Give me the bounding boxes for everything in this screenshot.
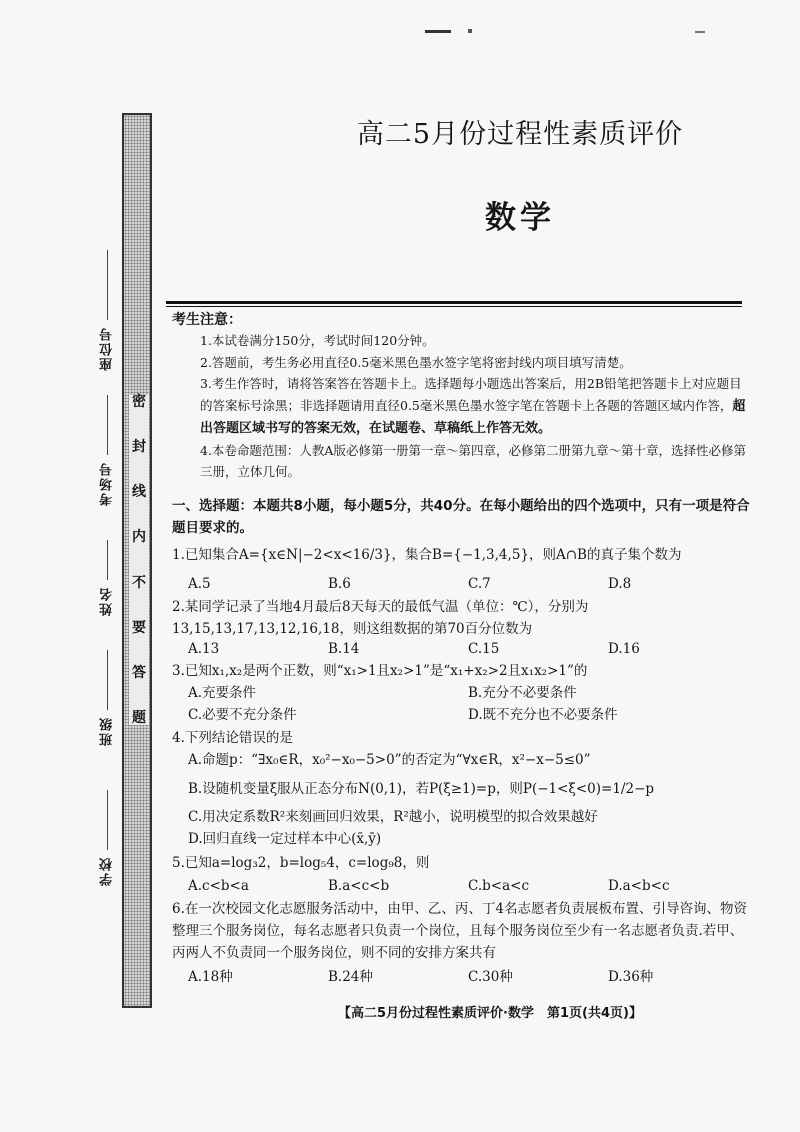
option[interactable]: D.回归直线一定过样本中心(x̄,ȳ) [188, 831, 382, 847]
question-4: 4.下列结论错误的是 [172, 730, 293, 746]
scan-mark [468, 29, 472, 33]
seal-char: 要 [132, 619, 146, 636]
exam-room-label: 考场号 [100, 461, 115, 506]
exam-title: 高二5月份过程性素质评价 [356, 119, 684, 150]
exam-subject: 数学 [485, 200, 555, 236]
option[interactable]: B.6 [328, 576, 351, 592]
notice-item: 4.本卷命题范围：人教A版必修第一册第一章～第四章，必修第二册第九章～第十章，选择性必修第三册，立体几何。 [200, 442, 746, 479]
seal-char: 题 [132, 709, 146, 726]
option[interactable]: A.命题p：“∃x₀∈R，x₀²−x₀−5>0”的否定为“∀x∈R，x²−x−5≤0” [188, 752, 591, 768]
fill-line [107, 650, 108, 710]
fill-line [107, 790, 108, 850]
option[interactable]: B.a<c<b [328, 878, 390, 894]
seal-char: 答 [132, 664, 146, 681]
option[interactable]: C.必要不充分条件 [188, 707, 297, 723]
notice-item [200, 373, 752, 440]
notice-item: 2.答题前，考生务必用直径0.5毫米黑色墨水签字笔将密封线内项目填写清楚。 [200, 354, 632, 370]
fill-line [107, 540, 108, 580]
seal-char: 内 [132, 529, 146, 546]
page-footer: 【高二5月份过程性素质评价·数学 第1页(共4页)】 [338, 1006, 642, 1021]
school-label: 学校 [100, 856, 115, 886]
option[interactable]: A.18种 [188, 969, 233, 985]
seat-number-label: 座位号 [100, 326, 115, 371]
question-1-options [188, 573, 748, 595]
seat-number-field[interactable] [98, 250, 117, 371]
seal-line-text [129, 395, 149, 725]
question-2: 2.某同学记录了当地4月最后8天每天的最低气温（单位：℃），分别为13,15,13,17,13,12,16,18，则这组数据的第70百分位数为 [172, 599, 589, 637]
divider [166, 306, 742, 307]
notice-item: 1.本试卷满分150分，考试时间120分钟。 [200, 333, 435, 348]
exam-room-field[interactable] [98, 395, 117, 506]
option[interactable]: D.8 [608, 576, 632, 592]
notice-list [200, 330, 752, 483]
scan-mark [695, 31, 705, 33]
question-3-options [188, 682, 748, 726]
notice-emphasis: 超出答题区域书写的答案无效，在试题卷、草稿纸上作答无效。 [200, 398, 746, 436]
name-label: 姓名 [100, 586, 115, 616]
scan-mark [425, 30, 451, 33]
notice-item-text: 3.考生作答时，请将答案答在答题卡上。选择题每小题选出答案后，用2B铅笔把答题卡上对应题目的答案标号涂黑；非选择题请用直径0.5毫米黑色墨水签字笔在答题卡上各题的答题区域内作答， [200, 376, 742, 413]
school-field[interactable] [98, 790, 117, 886]
option[interactable]: D.既不充分也不必要条件 [468, 707, 618, 723]
binding-line [150, 113, 152, 1008]
seal-char: 线 [132, 484, 146, 501]
notice-heading: 考生注意： [172, 312, 242, 328]
option[interactable]: A.充要条件 [188, 685, 257, 701]
option[interactable]: B.充分不必要条件 [468, 685, 577, 701]
option[interactable]: C.15 [468, 641, 500, 657]
option[interactable]: A.13 [188, 641, 220, 657]
seal-char: 不 [132, 574, 146, 591]
name-field[interactable] [98, 540, 117, 616]
question-6-options [188, 966, 748, 988]
option[interactable]: B.设随机变量ξ服从正态分布N(0,1)，若P(ξ≥1)=p，则P(−1<ξ<0)=1/2−p [188, 781, 655, 797]
option[interactable]: B.24种 [328, 969, 373, 985]
option[interactable]: C.用决定系数R²来刻画回归效果，R²越小，说明模型的拟合效果越好 [188, 809, 598, 825]
option[interactable]: D.16 [608, 641, 640, 657]
option[interactable]: D.a<b<c [608, 878, 670, 894]
divider [166, 301, 742, 304]
option[interactable]: C.30种 [468, 969, 513, 985]
seal-char: 封 [132, 439, 146, 456]
question-6: 6.在一次校园文化志愿服务活动中，由甲、乙、丙、丁4名志愿者负责展板布置、引导咨询、物资整理三个服务岗位，每名志愿者只负责一个岗位，且每个服务岗位至少有一名志愿者负责.若甲、丙两人不负责同一个服务岗位，则不同的安排方案共有 [172, 901, 747, 961]
fill-line [107, 395, 108, 455]
option[interactable]: A.5 [188, 576, 211, 592]
option[interactable]: C.7 [468, 576, 491, 592]
class-field[interactable] [98, 650, 117, 746]
option[interactable]: A.c<b<a [188, 878, 249, 894]
question-3: 3.已知x₁,x₂是两个正数，则“x₁>1且x₂>1”是“x₁+x₂>2且x₁x₂>1”的 [172, 663, 588, 679]
question-1: 1.已知集合A={x∈N|−2<x<16/3}，集合B={−1,3,4,5}，则A∩B的真子集个数为 [172, 547, 682, 563]
question-2-options [188, 638, 748, 660]
option[interactable]: D.36种 [608, 969, 654, 985]
section-heading: 一、选择题：本题共8小题，每小题5分，共40分。在每小题给出的四个选项中，只有一项是符合题目要求的。 [172, 498, 750, 536]
option[interactable]: B.14 [328, 641, 360, 657]
fill-line [107, 250, 108, 320]
seal-char: 密 [132, 394, 146, 410]
question-5: 5.已知a=log₃2，b=log₅4，c=log₉8，则 [172, 855, 430, 871]
option[interactable]: C.b<a<c [468, 878, 530, 894]
question-5-options [188, 875, 748, 897]
class-label: 班级 [100, 716, 115, 746]
